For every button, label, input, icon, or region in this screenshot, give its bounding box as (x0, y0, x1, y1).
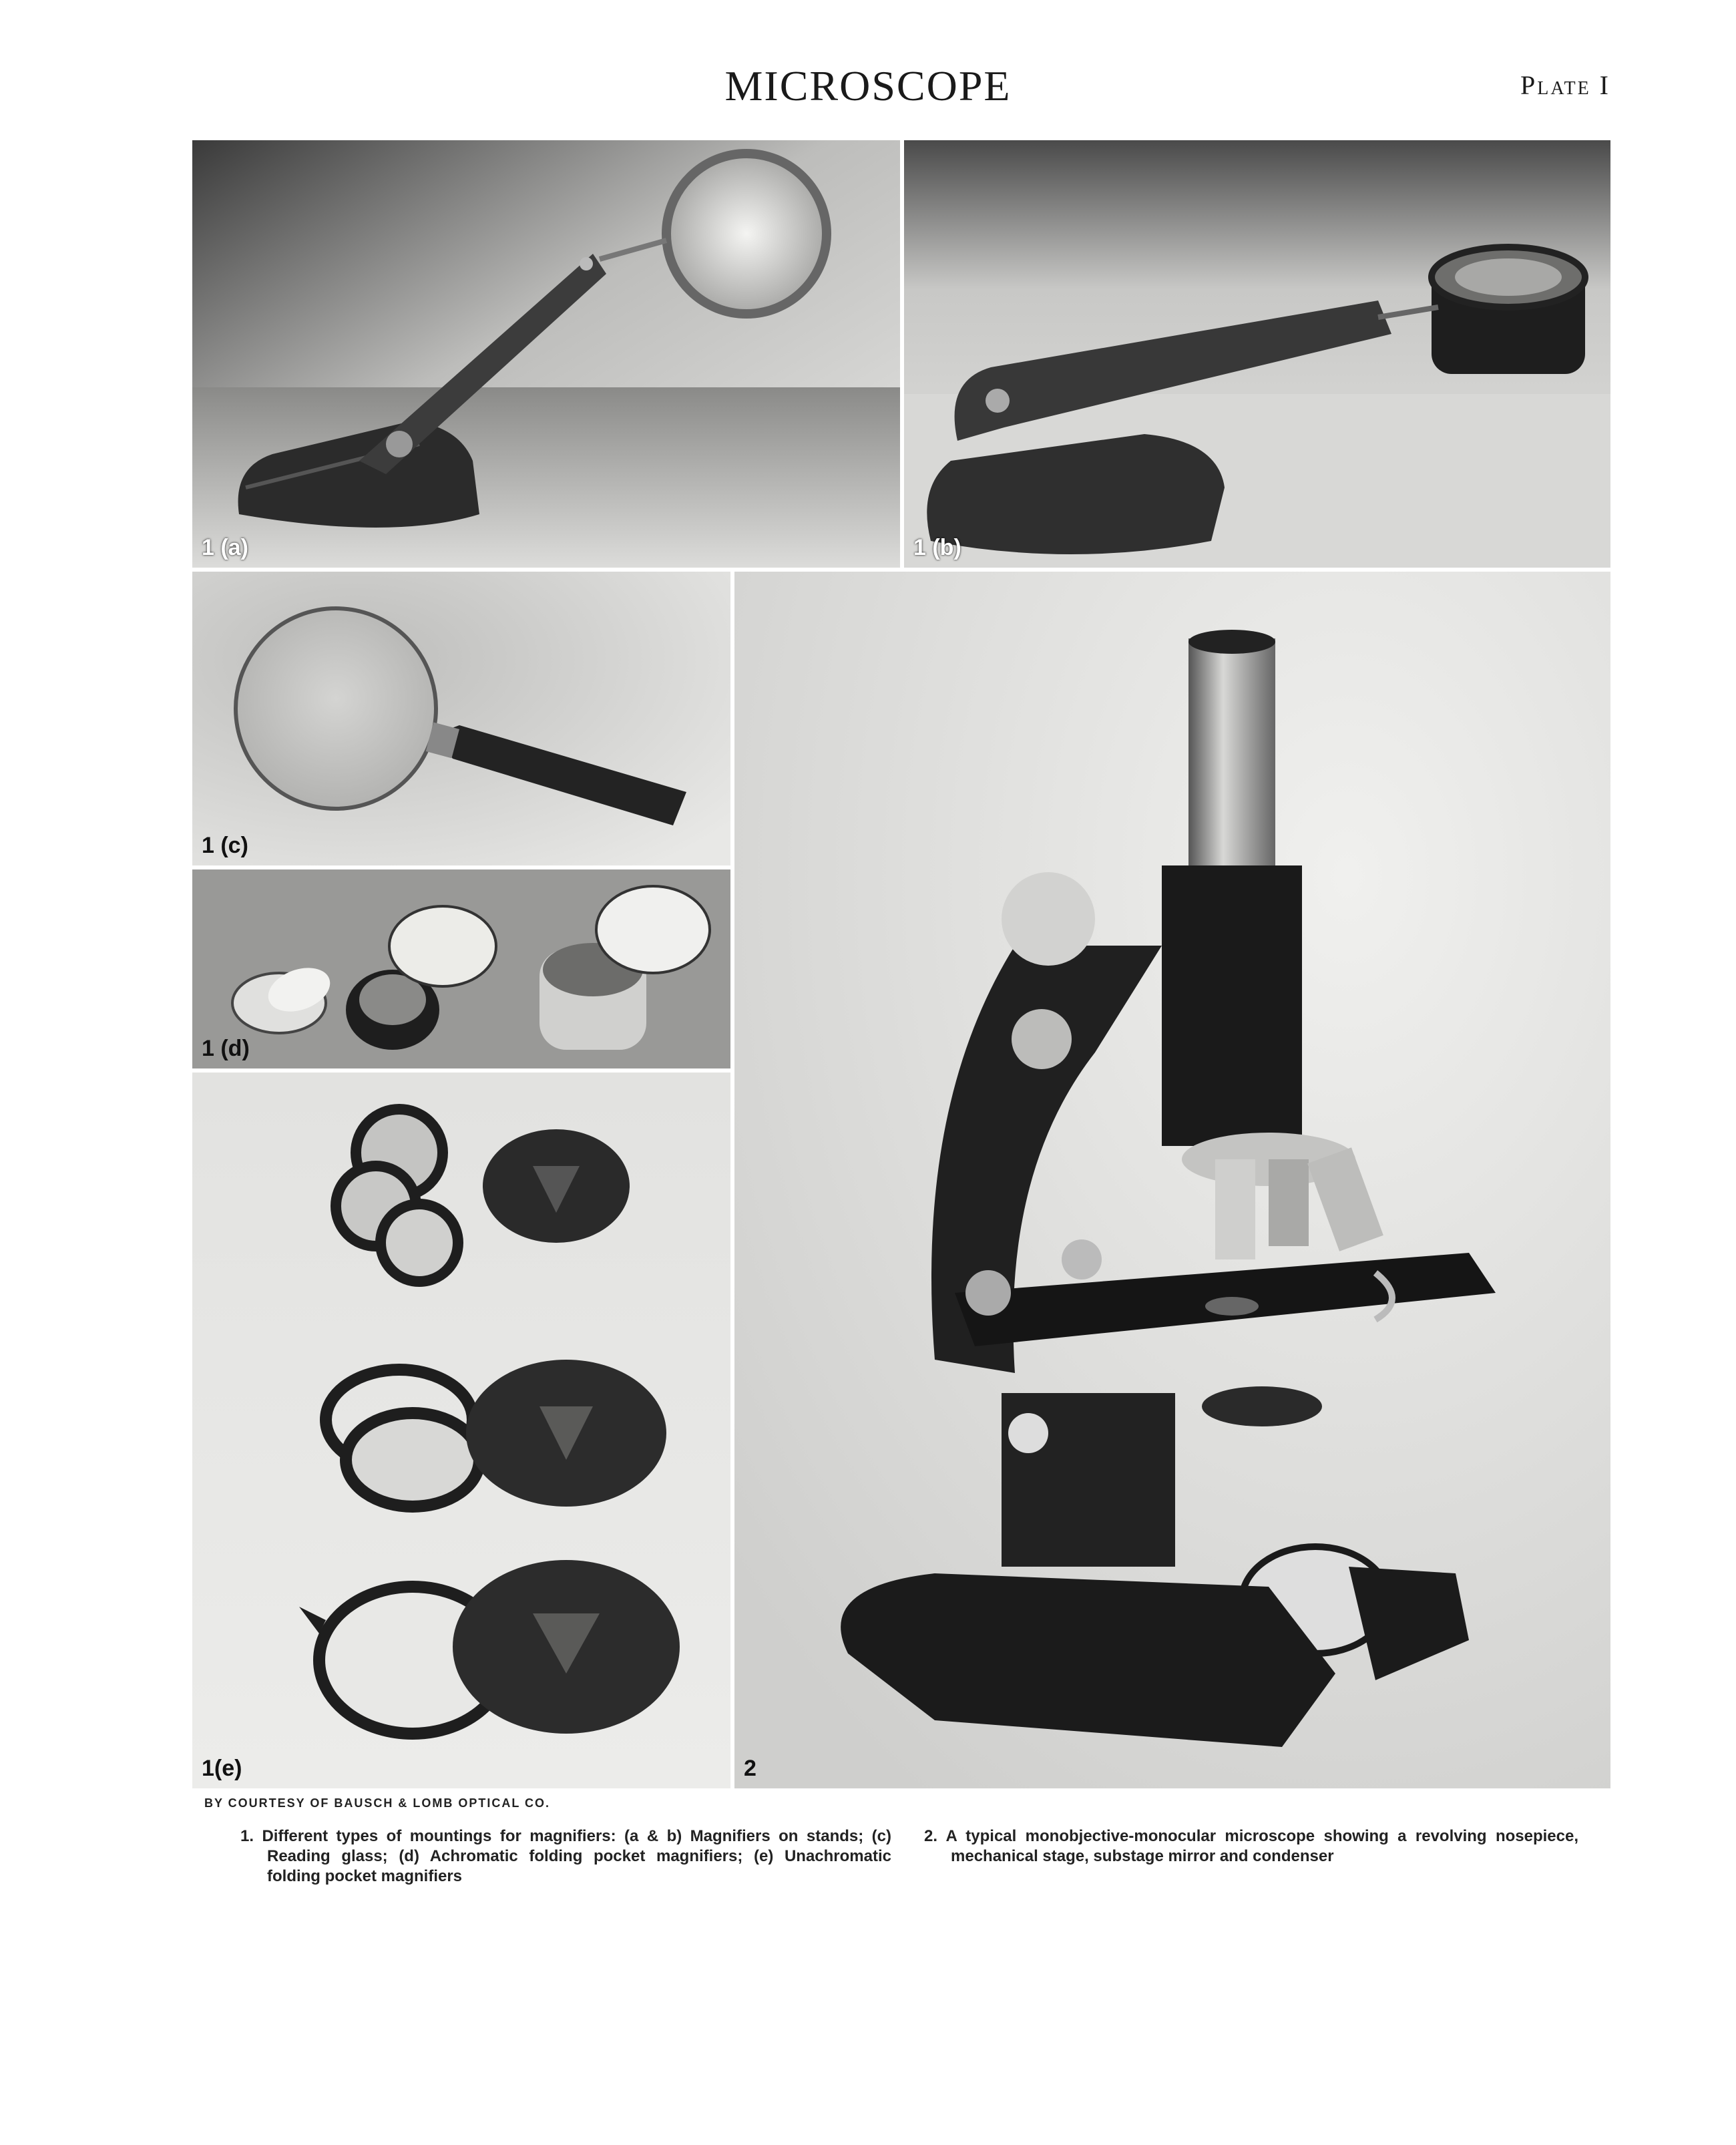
panel-label: 1 (c) (202, 833, 248, 858)
photo-2 (734, 572, 1610, 1788)
page-title: MICROSCOPE (724, 62, 1012, 110)
plate-number: Plate I (1520, 70, 1610, 100)
photo-plate (192, 140, 1610, 1788)
pocket-magnifiers-illustration (192, 869, 730, 1068)
folding-magnifiers-illustration (192, 1072, 730, 1788)
photo-1d (192, 869, 730, 1068)
photo-1c (192, 572, 730, 865)
panel-label: 1(e) (202, 1756, 242, 1781)
photo-1b (904, 140, 1610, 568)
reading-glass-illustration (192, 572, 730, 865)
panel-label: 1 (b) (913, 535, 961, 560)
microscope-illustration (734, 572, 1610, 1788)
panel-label: 2 (744, 1756, 756, 1781)
panel-label: 1 (d) (202, 1036, 250, 1061)
stand-magnifier-illustration (904, 140, 1610, 568)
caption-1-text: 1. Different types of mountings for magnifiers: (a & b) Magnifiers on stands; (c) Reading glass; (d) Achromatic folding pocket magnifiers; (e) Unachromatic folding pocket magnifiers (240, 1827, 891, 1885)
stand-magnifier-illustration (192, 140, 900, 568)
caption-2 (924, 1826, 1578, 1867)
panel-label: 1 (a) (202, 535, 248, 560)
photo-credit: BY COURTESY OF BAUSCH & LOMB OPTICAL CO. (204, 1796, 551, 1810)
photo-1e (192, 1072, 730, 1788)
caption-1 (240, 1826, 891, 1887)
caption-2-text: 2. A typical monobjective-monocular microscope showing a revolving nosepiece, mechanical stage, substage mirror and condenser (924, 1827, 1578, 1865)
photo-1a (192, 140, 900, 568)
